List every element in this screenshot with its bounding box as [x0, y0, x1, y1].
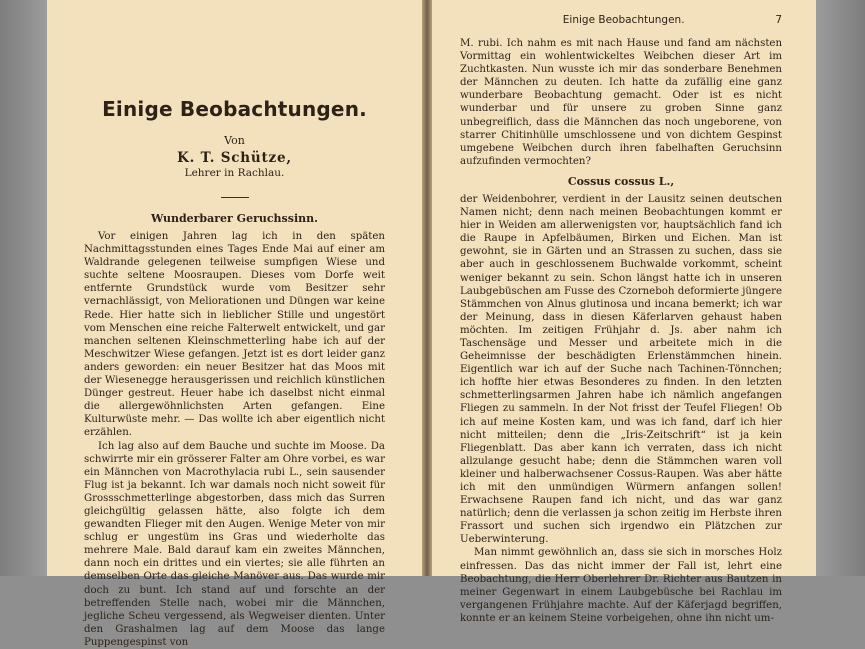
- left-page: [47, 0, 422, 576]
- author-role: Lehrer in Rachlau.: [84, 167, 385, 179]
- scanner-background-left: [0, 0, 47, 576]
- author-name: K. T. Schütze,: [84, 150, 385, 166]
- section-heading-cossus: Cossus cossus L.,: [460, 175, 782, 188]
- running-head-title: Einige Beobachtungen.: [460, 14, 775, 26]
- title-divider: [221, 197, 249, 198]
- article-title: Einige Beobachtungen.: [84, 97, 385, 121]
- running-header: [460, 14, 782, 26]
- paragraph: der Weidenbohrer, verdient in der Lausitz seinen deutschen Namen nicht; denn nach meinen Beobachtungen kommt er hier in Weiden am allerwenigsten vor, hauptsächlich fand ich die Raupe in Apfelbäumen, Birken und Eichen. Man ist gewohnt, sie in Gärten und an Strassen zu suchen, dass sie aber auch in geschlossenem Buchwalde vorkommt, scheint weniger bekannt zu sein. Schon längst hatte ich in unseren Laubgebüschen am Fusse des Czorneboh deformierte jüngere Stämmchen von Alnus glutinosa und incana bemerkt; ich war der Meinung, dass in diesen Käferlarven gehaust haben möchten. Im zeitigen Frühjahr d. Js. aber nahm ich Taschensäge und Messer und arbeitete mich in die Geheimnisse der beschädigten Erlenstämmchen hinein. Eigentlich war ich auf der Suche nach Tachinen-Tönnchen; ich hoffte hier etwas Besonderes zu finden. In den letzten schmetterlingsarmen Jahren habe ich nämlich angefangen Fliegen zu sammeln. In der Not frisst der Teufel Fliegen! Ob ich auf meine Kosten kam, und was ich fand, darf ich hier nicht mitteilen; denn die „Iris-Zeitschrift“ ist ja kein Fliegenblatt. Das aber kann ich verraten, dass ich nicht allzulange gesucht habe; denn die Stämmchen waren voll kleiner und halberwachsener Cossus-Raupen. Was aber hätte ich mit den unmündigen Würmern anfangen sollen! Erwachsene Raupen fand ich nicht, und das war ganz natürlich; denn die verlassen ja schon zeitig im Herbste ihren Frassort und suchen sich irgendwo ein Plätzchen zur Ueberwinterung.: [460, 193, 782, 547]
- byline-von: Von: [84, 134, 385, 147]
- paragraph: Ich lag also auf dem Bauche und suchte im Moose. Da schwirrte mir ein grösserer Falter am Ohre vorbei, es war ein Männchen von Macrothylacia rubi L., sein sausender Flug ist ja bekannt. Ich war damals noch nicht soweit für Grossschmetterlinge abgestorben, dass mich das Surren gleichgültig gelassen hätte, also folgte ich dem gewandten Flieger mit den Augen. Wenige Meter von mir schlug er ungestüm ins Gras und wiederholte das mehrere Male. Bald darauf kam ein zweites Männchen, dann noch ein drittes und ein viertes; sie alle führten an demselben Orte das gleiche Manöver aus. Das wurde mir doch zu bunt. Ich stand auf und forschte an der betreffenden Stelle nach, wobei mir die Männchen, jegliche Scheu vergessend, als Wegweiser dienten. Unter den Grashalmen lag auf dem Moose das lange Puppengespinst von: [84, 440, 385, 649]
- right-page: [432, 0, 816, 576]
- paragraph: Man nimmt gewöhnlich an, dass sie sich in morsches Holz einfressen. Das das nicht immer der Fall ist, lehrt eine Beobachtung, die Herr Oberlehrer Dr. Richter aus Bautzen in meiner Gegenwart in einem Laubgebüsche bei Rachlau im vergangenen Frühjahre machte. Auf der Käferjagd begriffen, konnte er an keinem Steine vorbeigehen, ohne ihn nicht um-: [460, 546, 782, 625]
- scanner-background-right: [816, 0, 865, 576]
- section-heading-geruchssinn: Wunderbarer Geruchssinn.: [84, 212, 385, 225]
- paragraph: Vor einigen Jahren lag ich in den späten Nachmittagsstunden eines Tages Ende Mai auf einer am Waldrande gelegenen teilweise sumpfigen Wiese und suchte seltene Moosraupen. Dieses vom Dorfe weit entfernte Grundstück wurde vom Besitzer sehr vernachlässigt, von Meliorationen und Düngen war keine Rede. Hier hatte sich in lieblicher Stille und ungestört vom Menschen eine reiche Falterwelt entwickelt, und gar manchen seltenen Kleinschmetterling habe ich auf der Meschwitzer Wiese gefangen. Jetzt ist es dort leider ganz anders geworden: ein neuer Besitzer hat das Moos mit der Wiesenegge herausgerissen und reichlich künstlichen Dünger gestreut. Heuer habe ich daselbst nicht einmal die allergewöhnlichsten Arten gefangen. Eine Kulturwüste mehr. — Das wollte ich aber eigentlich nicht erzählen.: [84, 230, 385, 440]
- paragraph-continuation: M. rubi. Ich nahm es mit nach Hause und fand am nächsten Vormittag ein wohlentwickeltes Weibchen dieser Art im Zuchtkasten. Nun wusste ich mir das sonderbare Benehmen der Männchen zu deuten. Ich hatte da zufällig eine ganz wunderbare Beobachtung gemacht. Oder ist es nicht wunderbar und für unsere zu groben Sinne ganz unbegreiflich, dass die Männchen das noch ungeborene, von starrer Chitinhülle umschlossene und von dichtem Gespinst umgebene Weibchen durch ihren fabelhaften Geruchsinn aufzufinden vermochten?: [460, 37, 782, 168]
- book-spine: [422, 0, 432, 576]
- page-number: 7: [775, 14, 782, 26]
